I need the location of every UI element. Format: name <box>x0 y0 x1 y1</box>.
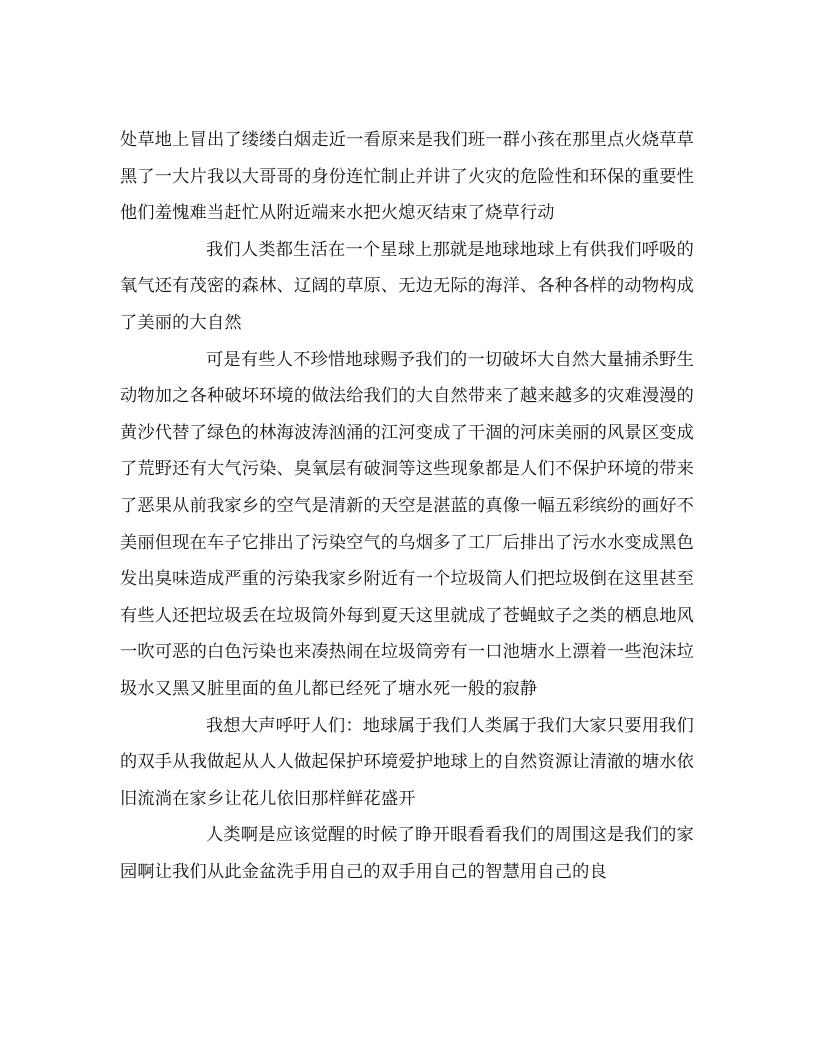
paragraph-3: 可是有些人不珍惜地球赐予我们的一切破坏大自然大量捕杀野生动物加之各种破坏环境的做法给我们的大自然带来了越来越多的灾难漫漫的黄沙代替了绿色的林海波涛汹涌的江河变成了干涸的河床美丽的风景区变成了荒野还有大气污染、臭氧层有破洞等这些现象都是人们不保护环境的带来了恶果从前我家乡的空气是清新的天空是湛蓝的真像一幅五彩缤纷的画好不美丽但现在车子它排出了污染空气的乌烟多了工厂后排出了污水水变成黑色发出臭味造成严重的污染我家乡附近有一个垃圾筒人们把垃圾倒在这里甚至有些人还把垃圾丢在垃圾筒外每到夏天这里就成了苍蝇蚊子之类的栖息地风一吹可恶的白色污染也来凑热闹在垃圾筒旁有一口池塘水上漂着一些泡沫垃圾水又黑又脏里面的鱼儿都已经死了塘水死一般的寂静 <box>120 349 694 699</box>
paragraph-5: 人类啊是应该觉醒的时候了睁开眼看看我们的周围这是我们的家园啊让我们从此金盆洗手用自己的双手用自己的智慧用自己的良 <box>120 825 694 882</box>
document-body <box>120 122 694 890</box>
paragraph-4: 我想大声呼吁人们：地球属于我们人类属于我们大家只要用我们的双手从我做起从人人做起保护环境爱护地球上的自然资源让清澈的塘水依旧流淌在家乡让花儿依旧那样鲜花盛开 <box>120 715 694 809</box>
paragraph-2: 我们人类都生活在一个星球上那就是地球地球上有供我们呼吸的氧气还有茂密的森林、辽阔的草原、无边无际的海洋、各种各样的动物构成了美丽的大自然 <box>120 239 694 333</box>
paragraph-1: 处草地上冒出了缕缕白烟走近一看原来是我们班一群小孩在那里点火烧草草黑了一大片我以大哥哥的身份连忙制止并讲了火灾的危险性和环保的重要性他们羞愧难当赶忙从附近端来水把火熄灭结束了烧草行动 <box>120 130 694 224</box>
